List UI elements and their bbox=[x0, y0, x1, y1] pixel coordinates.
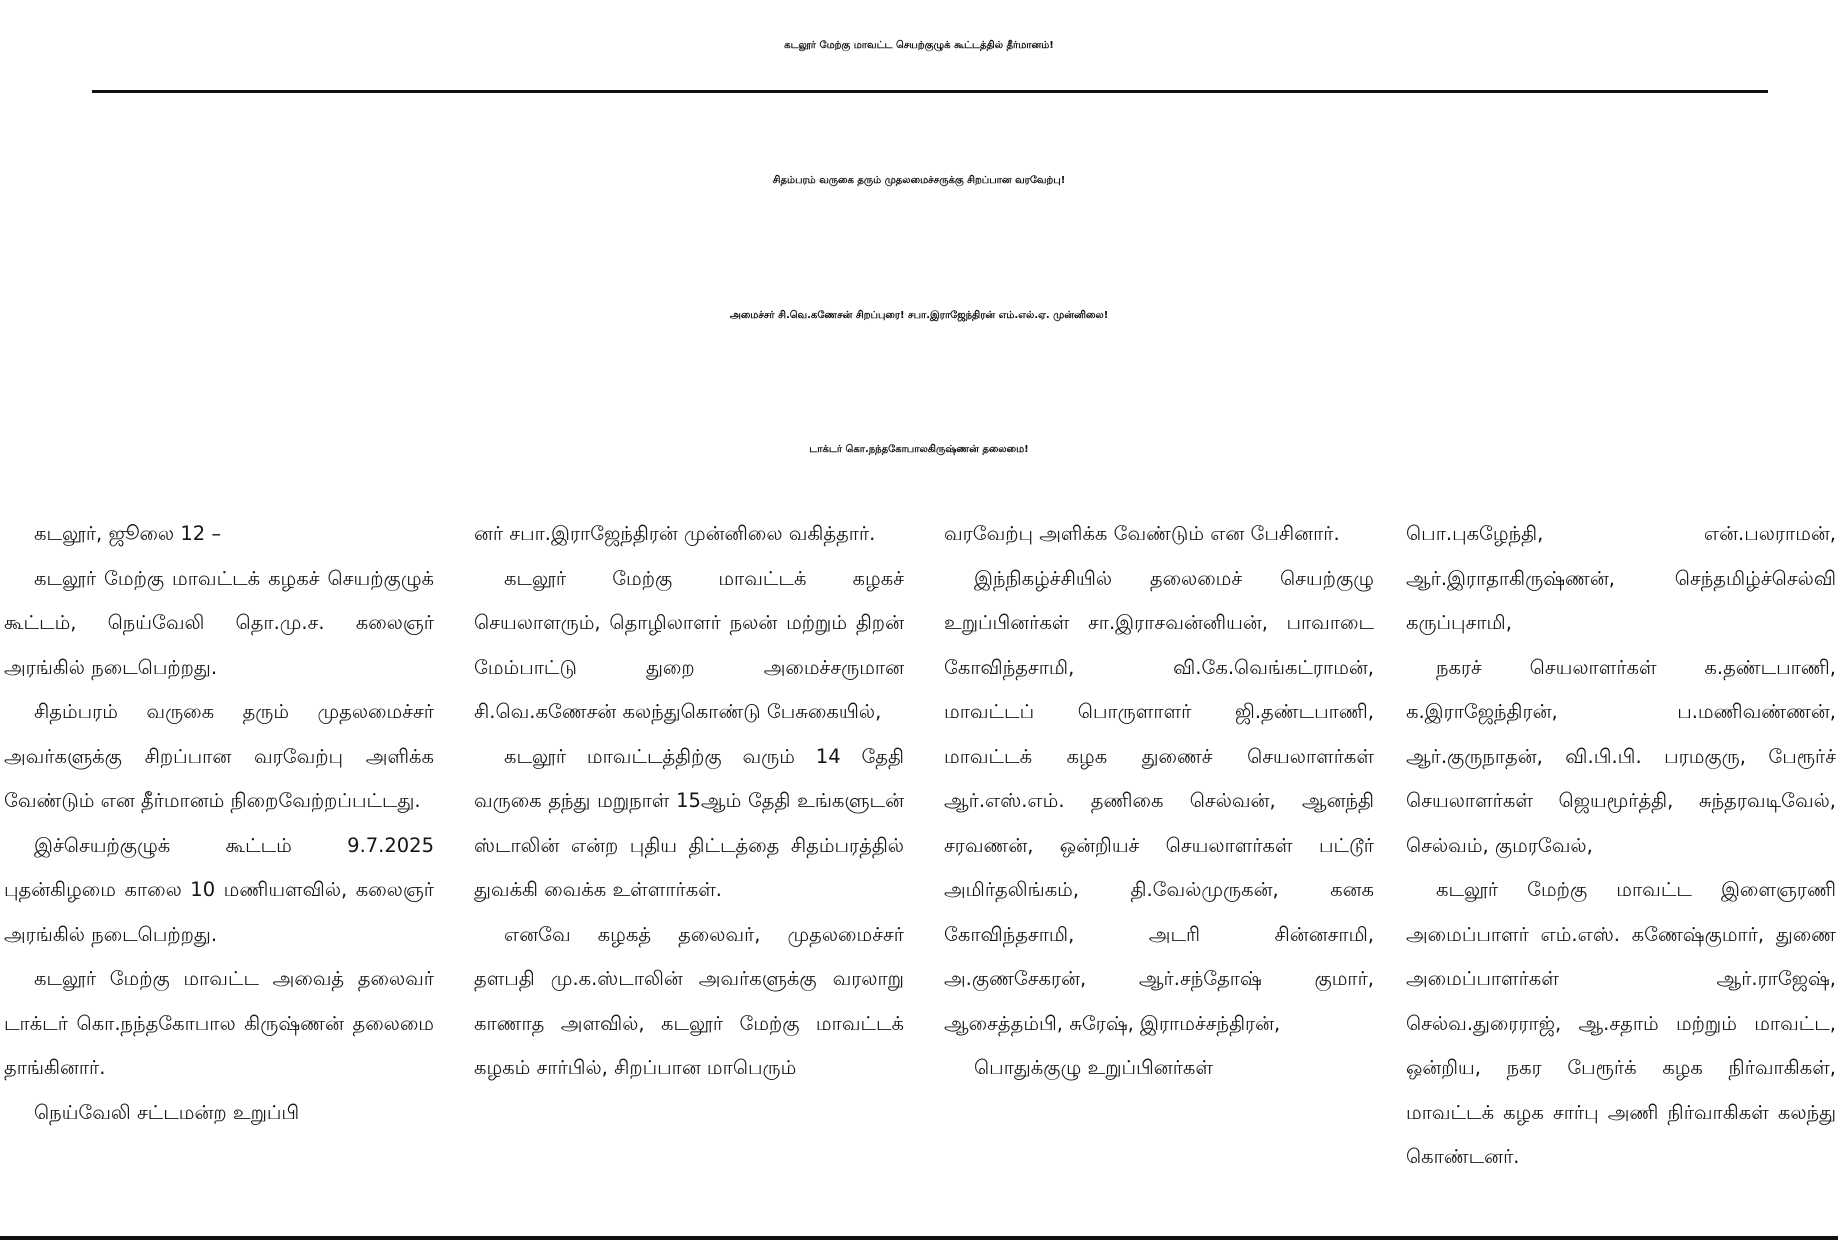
article-column-4 bbox=[1406, 512, 1836, 1230]
paragraph: நகரச் செயலாளர்கள் க.தண்டபாணி, க.இராஜேந்திரன், ப.மணிவண்ணன், ஆர்.குருநாதன், வி.பி.பி. பரமகுரு, பேரூர்ச் செயலாளர்கள் ஜெயமூர்த்தி, சுந்தரவடிவேல், செல்வம், குமரவேல், bbox=[1406, 655, 1836, 857]
paragraph: கடலூர் மேற்கு மாவட்டக் கழகச் செயலாளரும், தொழிலாளர் நலன் மற்றும் திறன் மேம்பாட்டு துறை அமைச்சருமான சி.வெ.கணேசன் கலந்துகொண்டு பேசுகையில், bbox=[474, 566, 904, 723]
dateline: கடலூர், ஜூலை 12 – bbox=[34, 522, 222, 545]
paragraph: கடலூர் மேற்கு மாவட்டக் கழகச் செயற்குழுக் கூட்டம், நெய்வேலி தொ.மு.ச. கலைஞர் அரங்கில் நடைபெற்றது. bbox=[4, 566, 434, 679]
paragraph: கடலூர் மாவட்டத்திற்கு வரும் 14 தேதி வருகை தந்து மறுநாள் 15ஆம் தேதி உங்களுடன் ஸ்டாலின் என்ற புதிய திட்டத்தை சிதம்பரத்தில் துவக்கி வைக்க உள்ளார்கள். bbox=[474, 744, 904, 901]
paragraph: எனவே கழகத் தலைவர், முதலமைச்சர் தளபதி மு.க.ஸ்டாலின் அவர்களுக்கு வரலாறு காணாத அளவில், கடலூர் மேற்கு மாவட்டக் கழகம் சார்பில், சிறப்பான மாபெரும் bbox=[474, 922, 904, 1079]
paragraph: கடலூர் மேற்கு மாவட்ட இளைஞரணி அமைப்பாளர் எம்.எஸ். கணேஷ்குமார், துணை அமைப்பாளர்கள் ஆர்.ராஜேஷ், செல்வ.துரைராஜ், ஆ.சதாம் மற்றும் மாவட்ட, ஒன்றிய, நகர பேரூர்க் கழக நிர்வாகிகள், மாவட்டக் கழக சார்பு அணி நிர்வாகிகள் கலந்து கொண்டனர். bbox=[1406, 878, 1836, 1168]
article-column-3 bbox=[944, 512, 1374, 1230]
paragraph: நெய்வேலி சட்டமன்ற உறுப்பி bbox=[34, 1100, 300, 1124]
bottom-rule bbox=[0, 1236, 1838, 1240]
paragraph: பொ.புகழேந்தி, என்.பலராமன், ஆர்.இராதாகிருஷ்ணன், செந்தமிழ்ச்செல்வி கருப்புசாமி, bbox=[1406, 522, 1836, 634]
paragraph: இந்நிகழ்ச்சியில் தலைமைச் செயற்குழு உறுப்பினர்கள் சா.இராசவன்னியன், பாவாடை கோவிந்தசாமி, வி.கே.வெங்கட்ராமன், மாவட்டப் பொருளாளர் ஜி.தண்டபாணி, மாவட்டக் கழக துணைச் செயலாளர்கள் ஆர்.எஸ்.எம். தணிகை செல்வன், ஆனந்தி சரவணன், ஒன்றியச் செயலாளர்கள் பட்டூர் அமிர்தலிங்கம், தி.வேல்முருகன், கனக கோவிந்தசாமி, அடரி சின்னசாமி, அ.குணசேகரன், ஆர்.சந்தோஷ் குமார், ஆசைத்தம்பி, சுரேஷ், இராமச்சந்திரன், bbox=[944, 566, 1374, 1035]
paragraph: இச்செயற்குழுக் கூட்டம் 9.7.2025 புதன்கிழமை காலை 10 மணியளவில், கலைஞர் அரங்கில் நடைபெற்றது. bbox=[4, 833, 434, 946]
sub-headline-1: அமைச்சர் சி.வெ.கணேசன் சிறப்புரை! சபா.இராஜேந்திரன் எம்.எல்.ஏ. முன்னிலை! bbox=[729, 310, 1109, 321]
main-headline: சிதம்பரம் வருகை தரும் முதலமைச்சருக்கு சிறப்பான வரவேற்பு! bbox=[772, 175, 1066, 186]
paragraph: கடலூர் மேற்கு மாவட்ட அவைத் தலைவர் டாக்டர் கொ.நந்தகோபால கிருஷ்ணன் தலைமை தாங்கினார். bbox=[4, 967, 434, 1079]
kicker-headline: கடலூர் மேற்கு மாவட்ட செயற்குழுக் கூட்டத்தில் தீர்மானம்! bbox=[784, 40, 1054, 51]
paragraph: பொதுக்குழு உறுப்பினர்கள் bbox=[974, 1056, 1213, 1079]
paragraph: னர் சபா.இராஜேந்திரன் முன்னிலை வகித்தார். bbox=[474, 522, 876, 545]
paragraph: வரவேற்பு அளிக்க வேண்டும் என பேசினார். bbox=[944, 522, 1340, 545]
headline-underline bbox=[92, 90, 1768, 93]
article-column-1 bbox=[4, 512, 434, 1230]
paragraph: சிதம்பரம் வருகை தரும் முதலமைச்சர் அவர்களுக்கு சிறப்பான வரவேற்பு அளிக்க வேண்டும் என தீர்மானம் நிறைவேற்றப்பட்டது. bbox=[4, 700, 434, 812]
article-column-2 bbox=[474, 512, 904, 1230]
sub-headline-2: டாக்டர் கொ.நந்தகோபாலகிருஷ்ணன் தலைமை! bbox=[809, 444, 1029, 455]
